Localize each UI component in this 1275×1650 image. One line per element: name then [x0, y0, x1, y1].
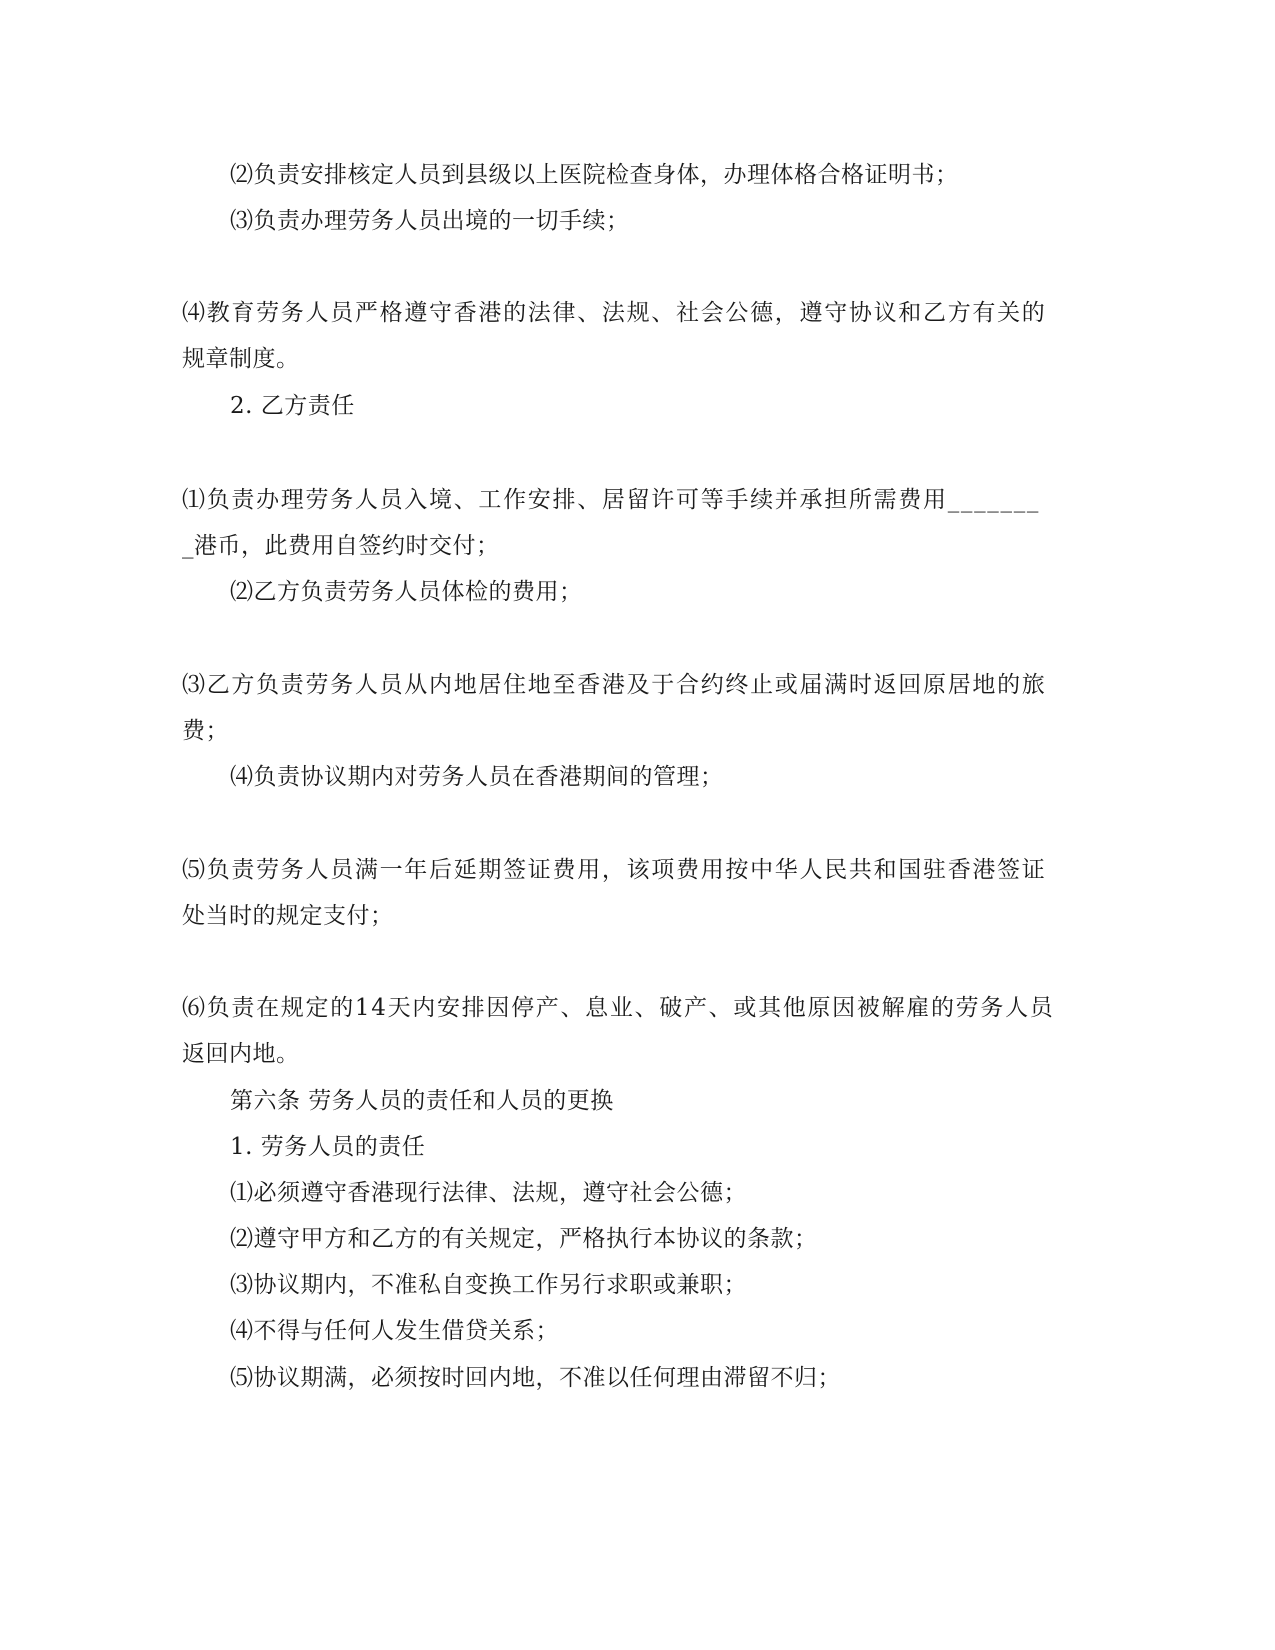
section-heading: 2. 乙方责任 — [230, 393, 355, 419]
text-line: ⑵乙方负责劳务人员体检的费用； — [230, 579, 583, 605]
text-line: ⑸协议期满，必须按时回内地，不准以任何理由滞留不归； — [230, 1365, 841, 1391]
text-line: _港币，此费用自签约时交付； — [182, 533, 500, 559]
text-line: ⑷教育劳务人员严格遵守香港的法律、法规、社会公德，遵守协议和乙方有关的 — [182, 300, 1047, 326]
text-line: ⑴负责办理劳务人员入境、工作安排、居留许可等手续并承担所需费用_______ — [182, 487, 1041, 513]
text-line: 返回内地。 — [182, 1041, 300, 1067]
text-line: 规章制度。 — [182, 346, 300, 372]
section-heading: 1. 劳务人员的责任 — [230, 1134, 426, 1160]
text-line: ⑵负责安排核定人员到县级以上医院检查身体，办理体格合格证明书； — [230, 162, 959, 188]
text-line: ⑵遵守甲方和乙方的有关规定，严格执行本协议的条款； — [230, 1226, 818, 1252]
text-line: ⑷不得与任何人发生借贷关系； — [230, 1318, 559, 1344]
text-line: ⑹负责在规定的14天内安排因停产、息业、破产、或其他原因被解雇的劳务人员 — [182, 995, 1055, 1021]
text-line: ⑷负责协议期内对劳务人员在香港期间的管理； — [230, 764, 724, 790]
text-line: ⑴必须遵守香港现行法律、法规，遵守社会公德； — [230, 1180, 747, 1206]
text-line: ⑸负责劳务人员满一年后延期签证费用，该项费用按中华人民共和国驻香港签证 — [182, 857, 1047, 883]
text-line: ⑶负责办理劳务人员出境的一切手续； — [230, 208, 630, 234]
text-line: 处当时的规定支付； — [182, 903, 394, 929]
article-heading: 第六条 劳务人员的责任和人员的更换 — [230, 1088, 614, 1114]
text-line: 费； — [182, 718, 229, 744]
text-line: ⑶协议期内，不准私自变换工作另行求职或兼职； — [230, 1272, 747, 1298]
text-line: ⑶乙方负责劳务人员从内地居住地至香港及于合约终止或届满时返回原居地的旅 — [182, 672, 1047, 698]
